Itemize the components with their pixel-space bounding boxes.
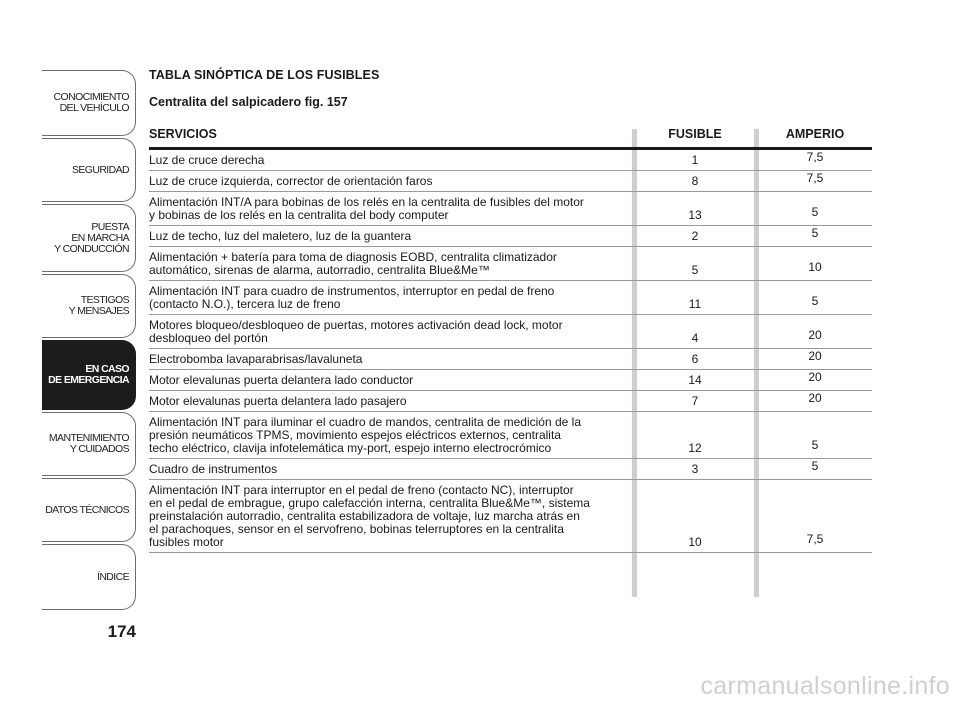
service-cell bbox=[149, 150, 625, 170]
table-row bbox=[149, 226, 872, 247]
service-line: Alimentación INT para cuadro de instrumentos, interruptor en pedal de freno bbox=[149, 284, 555, 298]
service-line: Luz de cruce derecha bbox=[149, 153, 265, 167]
table-row bbox=[149, 370, 872, 391]
service-line: y bobinas de los relés en la centralita del body computer bbox=[149, 208, 449, 222]
service-line: Luz de techo, luz del maletero, luz de la guantera bbox=[149, 229, 412, 243]
service-line: Cuadro de instrumentos bbox=[149, 462, 278, 476]
amp-cell: 5 bbox=[811, 205, 819, 219]
tab-conocimiento-del-vehículo[interactable] bbox=[42, 70, 136, 136]
tab-testigos-y-mensajes[interactable] bbox=[42, 274, 136, 338]
service-line: (contacto N.O.), tercera luz de freno bbox=[149, 297, 341, 311]
service-line: Motor elevalunas puerta delantera lado conductor bbox=[149, 373, 414, 387]
service-cell bbox=[149, 370, 625, 390]
service-line: presión neumáticos TPMS, movimiento espejos eléctricos externos, centralita bbox=[149, 428, 561, 442]
table-row bbox=[149, 459, 872, 480]
service-line: el parachoques, sensor en el servofreno, bobinas telerruptores en la centralita bbox=[149, 522, 564, 536]
fuse-cell: 14 bbox=[688, 373, 702, 387]
amp-cell: 5 bbox=[811, 459, 819, 473]
tab-label: EN MARCHA bbox=[71, 231, 129, 244]
service-line: Alimentación INT para iluminar el cuadro de mandos, centralita de medición de la bbox=[149, 415, 582, 429]
fuse-cell: 6 bbox=[691, 352, 699, 366]
table-row bbox=[149, 171, 872, 192]
amp-cell: 5 bbox=[811, 294, 819, 308]
service-cell bbox=[149, 281, 625, 314]
service-line: Motores bloqueo/desbloqueo de puertas, motores activación dead lock, motor bbox=[149, 318, 563, 332]
section-tabs bbox=[42, 70, 136, 612]
tab-label: DEL VEHÍCULO bbox=[59, 102, 129, 114]
service-cell bbox=[149, 247, 625, 280]
amp-cell: 20 bbox=[808, 391, 822, 405]
service-line: Alimentación INT para interruptor en el pedal de freno (contacto NC), interruptor bbox=[149, 483, 574, 497]
fuse-cell: 1 bbox=[691, 153, 699, 167]
amp-cell: 5 bbox=[811, 438, 819, 452]
amp-cell: 20 bbox=[808, 370, 822, 384]
amp-cell: 20 bbox=[808, 349, 822, 363]
table-row bbox=[149, 247, 872, 281]
table-row bbox=[149, 480, 872, 553]
fuse-cell: 8 bbox=[691, 174, 699, 188]
service-line: techo eléctrico, clavija infotelemática my-port, espejo interno electrocrómico bbox=[149, 441, 552, 455]
amp-cell: 5 bbox=[811, 226, 819, 240]
service-cell bbox=[149, 226, 625, 246]
service-line: Luz de cruce izquierda, corrector de orientación faros bbox=[149, 174, 433, 188]
service-line: Alimentación INT/A para bobinas de los relés en la centralita de fusibles del motor bbox=[149, 195, 584, 209]
table-row bbox=[149, 192, 872, 226]
service-line: Electrobomba lavaparabrisas/lavaluneta bbox=[149, 352, 363, 366]
service-line: Motor elevalunas puerta delantera lado pasajero bbox=[149, 394, 407, 408]
fuse-table bbox=[149, 125, 872, 553]
service-line: fusibles motor bbox=[149, 535, 224, 549]
table-row bbox=[149, 349, 872, 370]
table-body bbox=[149, 150, 872, 553]
tab-label: ÍNDICE bbox=[97, 570, 129, 583]
tab-label: TESTIGOS bbox=[80, 294, 129, 306]
header-amp: AMPERIO bbox=[785, 127, 845, 141]
service-line: automático, sirenas de alarma, autorradio, centralita Blue&Me™ bbox=[149, 263, 490, 277]
table-header bbox=[149, 125, 872, 150]
fuse-cell: 4 bbox=[691, 331, 699, 345]
tab-label: PUESTA bbox=[91, 220, 129, 233]
watermark: carmanualsonline.info bbox=[700, 672, 950, 700]
fuse-cell: 3 bbox=[691, 462, 699, 476]
tab-label: DE EMERGENCIA bbox=[48, 374, 129, 386]
table-row bbox=[149, 281, 872, 315]
service-line: Alimentación + batería para toma de diagnosis EOBD, centralita climatizador bbox=[149, 250, 557, 264]
service-cell bbox=[149, 349, 625, 369]
tab-puesta-en-marcha-y-conducción[interactable] bbox=[42, 204, 136, 272]
fuse-cell: 7 bbox=[691, 394, 699, 408]
table-row bbox=[149, 412, 872, 459]
fuse-cell: 11 bbox=[688, 297, 702, 311]
tab-seguridad[interactable] bbox=[42, 138, 136, 202]
tab-label: DATOS TÉCNICOS bbox=[45, 503, 129, 516]
tab-índice[interactable] bbox=[42, 544, 136, 610]
table-row bbox=[149, 315, 872, 349]
amp-cell: 20 bbox=[808, 328, 822, 342]
tab-label: SEGURIDAD bbox=[71, 163, 129, 176]
page-number: 174 bbox=[107, 622, 136, 641]
header-fuse: FUSIBLE bbox=[668, 127, 722, 141]
fuse-cell: 10 bbox=[688, 535, 702, 549]
page-title: TABLA SINÓPTICA DE LOS FUSIBLES bbox=[149, 68, 380, 82]
page-subtitle: Centralita del salpicadero fig. 157 bbox=[149, 95, 348, 109]
fuse-cell: 12 bbox=[688, 441, 702, 455]
tab-label: CONOCIMIENTO bbox=[53, 91, 129, 103]
fuse-cell: 13 bbox=[688, 208, 702, 222]
tab-label: Y CUIDADOS bbox=[69, 443, 129, 455]
tab-label: Y MENSAJES bbox=[68, 305, 129, 317]
tab-en-caso-de-emergencia[interactable] bbox=[42, 340, 136, 410]
amp-cell: 7,5 bbox=[806, 532, 824, 546]
service-cell bbox=[149, 480, 625, 552]
amp-cell: 10 bbox=[808, 260, 822, 274]
tab-label: MANTENIMIENTO bbox=[48, 432, 129, 444]
fuse-cell: 2 bbox=[691, 229, 699, 243]
fuse-cell: 5 bbox=[691, 263, 699, 277]
service-cell bbox=[149, 412, 625, 458]
header-service: SERVICIOS bbox=[149, 127, 217, 141]
service-line: preinstalación autorradio, centralita estabilizadora de voltaje, luz marcha atrás en bbox=[149, 509, 580, 523]
tab-label: EN CASO bbox=[85, 363, 129, 375]
service-line: desbloqueo del portón bbox=[149, 331, 268, 345]
amp-cell: 7,5 bbox=[806, 171, 824, 185]
service-cell bbox=[149, 315, 625, 348]
tab-label: Y CONDUCCIÓN bbox=[54, 242, 129, 255]
service-cell bbox=[149, 391, 625, 411]
service-line: en el pedal de embrague, grupo calefacción interna, centralita Blue&Me™, sistema bbox=[149, 496, 590, 510]
service-cell bbox=[149, 459, 625, 479]
table-row bbox=[149, 391, 872, 412]
amp-cell: 7,5 bbox=[806, 150, 824, 164]
table-row bbox=[149, 150, 872, 171]
service-cell bbox=[149, 171, 625, 191]
service-cell bbox=[149, 192, 625, 225]
tab-mantenimiento-y-cuidados[interactable] bbox=[42, 412, 136, 476]
tab-datos-técnicos[interactable] bbox=[42, 478, 136, 542]
